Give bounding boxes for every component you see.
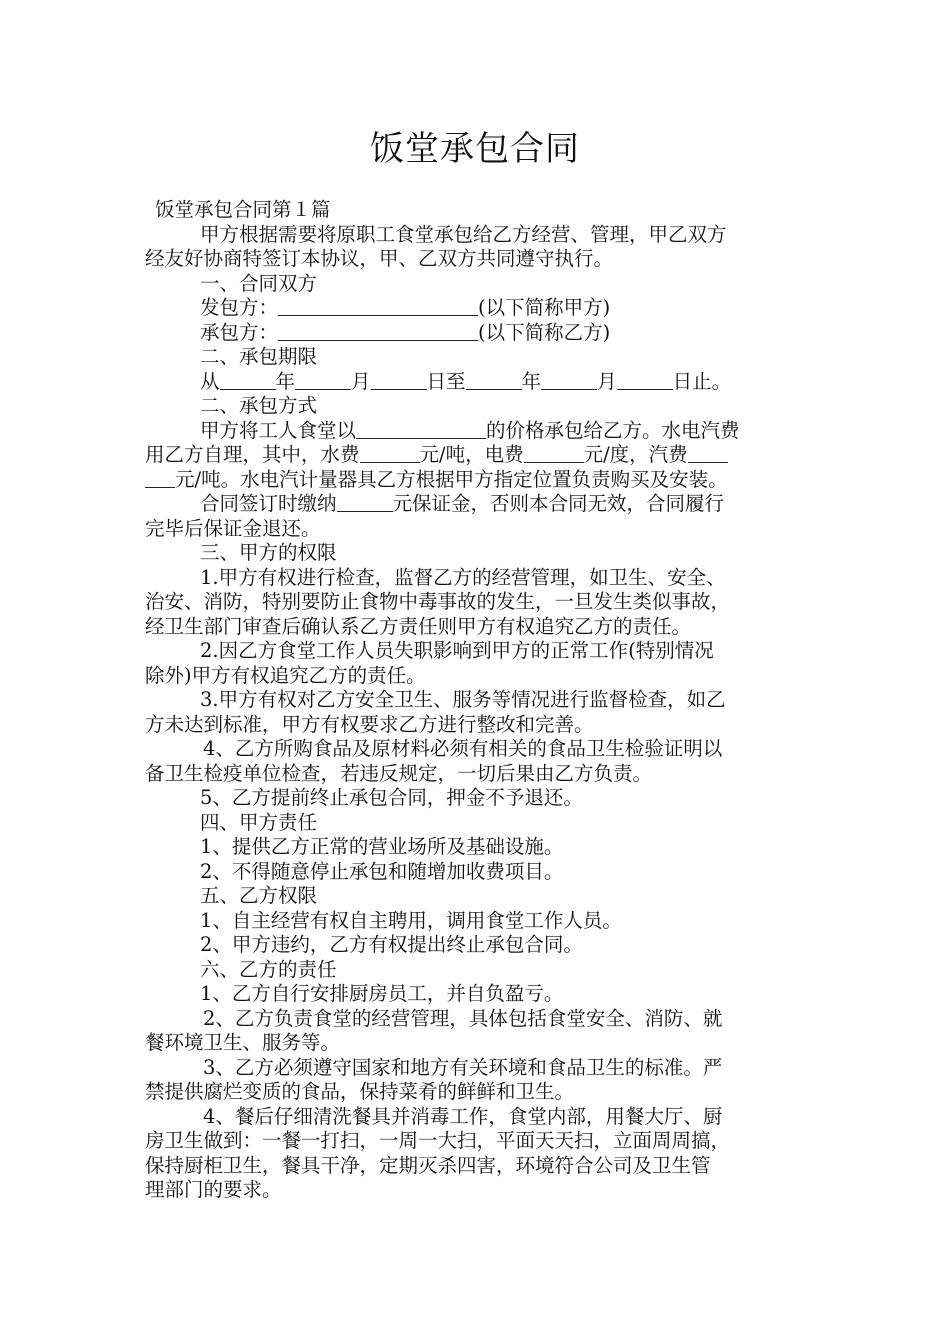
- blank-field: [295, 371, 351, 390]
- text-line: 二、承包期限: [200, 345, 318, 368]
- text-line: 月: [351, 369, 371, 393]
- blank-field: [356, 420, 486, 439]
- text-line: 三、甲方的权限: [200, 541, 337, 564]
- paragraph-line: [145, 786, 815, 811]
- clause-heading: [145, 345, 815, 370]
- blank-field: [371, 371, 427, 390]
- text-line: 经卫生部门审查后确认系乙方责任则甲方有权追究乙方的责任。: [145, 614, 692, 638]
- blank-field: [466, 371, 522, 390]
- text-line: 2、不得随意停止承包和随增加收费项目。: [200, 859, 564, 883]
- text-line: 2.因乙方食堂工作人员失职影响到甲方的正常工作(特别情况: [200, 639, 714, 662]
- text-line: 元/吨。水电汽计量器具乙方根据甲方指定位置负责购买及安装。: [175, 467, 728, 491]
- date-range-line: [145, 370, 815, 395]
- paragraph-line: [145, 1154, 815, 1179]
- text-line: 年: [275, 369, 296, 393]
- text-line: 5、乙方提前终止承包合同，押金不予退还。: [200, 786, 583, 809]
- text-line: (以下简称乙方): [478, 320, 611, 344]
- paragraph-line: [145, 909, 815, 934]
- paragraph-line: [145, 1056, 815, 1081]
- paragraph-line: [145, 492, 815, 517]
- text-line: 合同签订时缴纳: [200, 492, 337, 515]
- text-line: 备卫生检疫单位检查，若违反规定，一切后果由乙方负责。: [145, 761, 653, 785]
- paragraph-line: [145, 1129, 815, 1154]
- paragraph-line: [145, 835, 815, 860]
- text-line: 用乙方自理，其中，水费: [145, 443, 360, 466]
- document-title: 饭堂承包合同: [370, 129, 580, 169]
- clause-heading: [145, 884, 815, 909]
- paragraph-line: [145, 933, 815, 958]
- paragraph-line: [145, 223, 815, 248]
- document-body: [145, 198, 815, 1203]
- blank-field: [337, 493, 393, 512]
- paragraph-line: [145, 590, 815, 615]
- text-line: 1、自主经营有权自主聘用，调用食堂工作人员。: [200, 908, 622, 932]
- text-line: 2、乙方负责食堂的经营管理，具体包括食堂安全、消防、就: [203, 1006, 723, 1030]
- text-line: 1.甲方有权进行检查，监督乙方的经营管理，如卫生、安全、: [200, 565, 726, 589]
- clause-heading: [145, 541, 815, 566]
- text-line: 二、承包方式: [200, 394, 318, 417]
- text-line: 六、乙方的责任: [200, 957, 337, 981]
- paragraph-line: [145, 517, 815, 542]
- text-line: 承包方：: [200, 320, 279, 344]
- text-line: 甲方将工人食堂以: [200, 418, 357, 442]
- text-line: 房卫生做到：一餐一打扫，一周一大扫，平面天天扫，立面周周搞，: [145, 1129, 731, 1152]
- paragraph-line: [145, 860, 815, 885]
- clause-heading: [145, 958, 815, 983]
- text-line: 3.甲方有权对乙方安全卫生、服务等情况进行监督检查，如乙: [200, 688, 726, 711]
- blank-field: [541, 371, 597, 390]
- party-line: [145, 321, 815, 346]
- text-line: 元/度，汽费: [583, 443, 688, 466]
- text-line: 经友好协商特签订本协议，甲、乙双方共同遵守执行。: [145, 247, 614, 270]
- paragraph-line: [145, 1105, 815, 1130]
- text-line: 年: [521, 369, 542, 393]
- text-line: 3、乙方必须遵守国家和地方有关环境和食品卫生的标准。严: [203, 1055, 723, 1079]
- blank-field: [688, 444, 728, 463]
- text-line: 从: [200, 369, 220, 393]
- paragraph-line: [145, 688, 815, 713]
- paragraph-line: [145, 419, 815, 444]
- blank-field: [278, 322, 478, 341]
- text-line: 元/吨，电费: [419, 443, 524, 466]
- blank-field: [145, 469, 175, 488]
- text-line: 日止。: [672, 369, 732, 393]
- text-line: 的价格承包给乙方。水电汽费: [486, 418, 740, 442]
- paragraph-line: [145, 1007, 815, 1032]
- text-line: 四、甲方责任: [200, 810, 318, 834]
- blank-field: [360, 444, 420, 463]
- paragraph-line: [145, 1080, 815, 1105]
- clause-heading: [145, 394, 815, 419]
- text-line: 1、提供乙方正常的营业场所及基础设施。: [200, 835, 564, 858]
- text-line: 2、甲方违约，乙方有权提出终止承包合同。: [200, 933, 583, 956]
- text-line: 饭堂承包合同第１篇: [155, 198, 331, 221]
- party-line: [145, 296, 815, 321]
- text-line: 日至: [426, 369, 466, 393]
- paragraph-line: [145, 664, 815, 689]
- blank-field: [524, 444, 584, 463]
- paragraph-line: [145, 713, 815, 738]
- text-line: 保持厨柜卫生，餐具干净，定期灭杀四害，环境符合公司及卫生管: [145, 1153, 711, 1177]
- blank-field: [220, 371, 276, 390]
- text-line: 甲方根据需要将原职工食堂承包给乙方经营、管理，甲乙双方: [200, 222, 727, 246]
- text-line: (以下简称甲方): [478, 296, 611, 319]
- paragraph-line: [145, 1031, 815, 1056]
- text-line: 除外)甲方有权追究乙方的责任。: [145, 663, 426, 687]
- paragraph-line: [145, 443, 815, 468]
- clause-heading: [145, 811, 815, 836]
- paragraph-line: [145, 737, 815, 762]
- paragraph-line: [145, 1178, 815, 1203]
- text-line: 1、乙方自行安排厨房员工，并自负盈亏。: [200, 982, 564, 1005]
- paragraph-line: [145, 468, 815, 493]
- clause-heading: [145, 272, 815, 297]
- paragraph-line: [145, 615, 815, 640]
- text-line: 方未达到标准，甲方有权要求乙方进行整改和完善。: [145, 712, 594, 736]
- paragraph-line: [145, 566, 815, 591]
- text-line: 治安、消防，特别要防止食物中毒事故的发生，一旦发生类似事故，: [145, 590, 731, 613]
- blank-field: [617, 371, 673, 390]
- section-heading: [145, 198, 815, 223]
- paragraph-line: [145, 982, 815, 1007]
- blank-field: [278, 297, 478, 316]
- text-line: 月: [597, 369, 617, 393]
- text-line: 理部门的要求。: [145, 1178, 282, 1201]
- text-line: 元保证金，否则本合同无效，合同履行: [392, 492, 725, 515]
- text-line: 4、乙方所购食品及原材料必须有相关的食品卫生检验证明以: [203, 737, 723, 760]
- text-line: 餐环境卫生、服务等。: [145, 1031, 341, 1054]
- text-line: 五、乙方权限: [200, 884, 318, 907]
- text-line: 完毕后保证金退还。: [145, 516, 321, 540]
- text-line: 一、合同双方: [200, 271, 318, 295]
- text-line: 禁提供腐烂变质的食品，保持菜肴的鲜鲜和卫生。: [145, 1080, 575, 1103]
- paragraph-line: [145, 762, 815, 787]
- text-line: 发包方：: [200, 296, 279, 319]
- text-line: 4、餐后仔细清洗餐具并消毒工作，食堂内部，用餐大厅、厨: [203, 1104, 723, 1128]
- paragraph-line: [145, 639, 815, 664]
- paragraph-line: [145, 247, 815, 272]
